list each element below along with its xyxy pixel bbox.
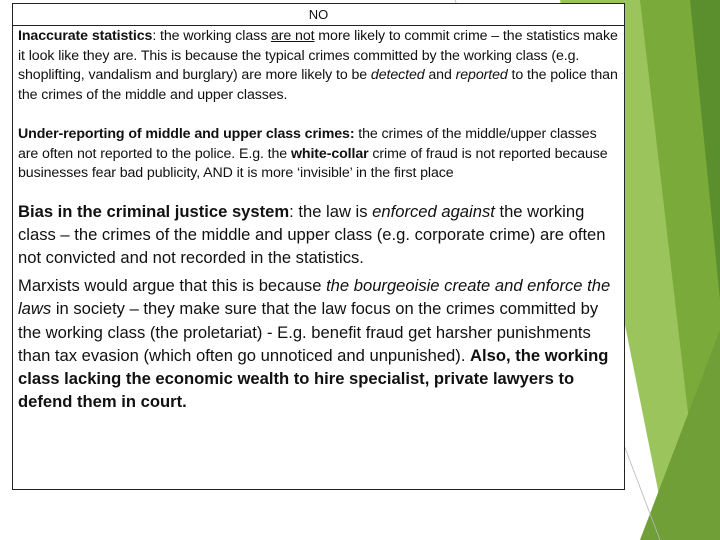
card-header: NO bbox=[13, 4, 624, 26]
term-under-reporting: Under-reporting of middle and upper class crimes: bbox=[18, 126, 355, 142]
term-inaccurate-statistics: Inaccurate statistics bbox=[18, 28, 153, 44]
card-body bbox=[13, 26, 624, 413]
bold-conclusion: Also, the working class lacking the economic wealth to hire specialist, private lawyers to defend them in court. bbox=[18, 345, 609, 412]
paragraph-under-reporting: Under-reporting of middle and upper class crimes: the crimes of the middle/upper classes are often not reported to the police. E.g. the white-collar crime of fraud is not reported because businesses fear bad publicity, AND it is more ‘invisible’ in the first place bbox=[18, 126, 608, 181]
term-white-collar: white-collar bbox=[290, 145, 369, 162]
content-card bbox=[12, 3, 625, 490]
paragraph-inaccurate-statistics: Inaccurate statistics: the working class are not more likely to commit crime – the statistics make it look like they are. This is because the typical crimes committed by the working class (e.g. shoplifting, vandalism and burglary) are more likely to be detected and reported to the police than the crimes of the middle and upper classes. bbox=[18, 28, 618, 103]
underlined-are-not: are not bbox=[270, 28, 315, 44]
paragraph-marxist-view: Marxists would argue that this is because the bourgeoisie create and enforce the laws in society – they make sure that the law focus on the crimes committed by the working class (the proletariat) - E.g. benefit fraud get harsher punishments than tax evasion (which often go unnoticed and unpunished). Also, the working class lacking the economic wealth to hire specialist, private lawyers to defend them in court. bbox=[18, 276, 611, 412]
paragraph-criminal-justice-bias: Bias in the criminal justice system: the law is enforced against the working class – the crimes of the middle and upper class (e.g. corporate crime) are often not convicted and not recorded in the statistics. bbox=[18, 201, 606, 267]
term-criminal-justice-bias: Bias in the criminal justice system bbox=[18, 201, 290, 221]
